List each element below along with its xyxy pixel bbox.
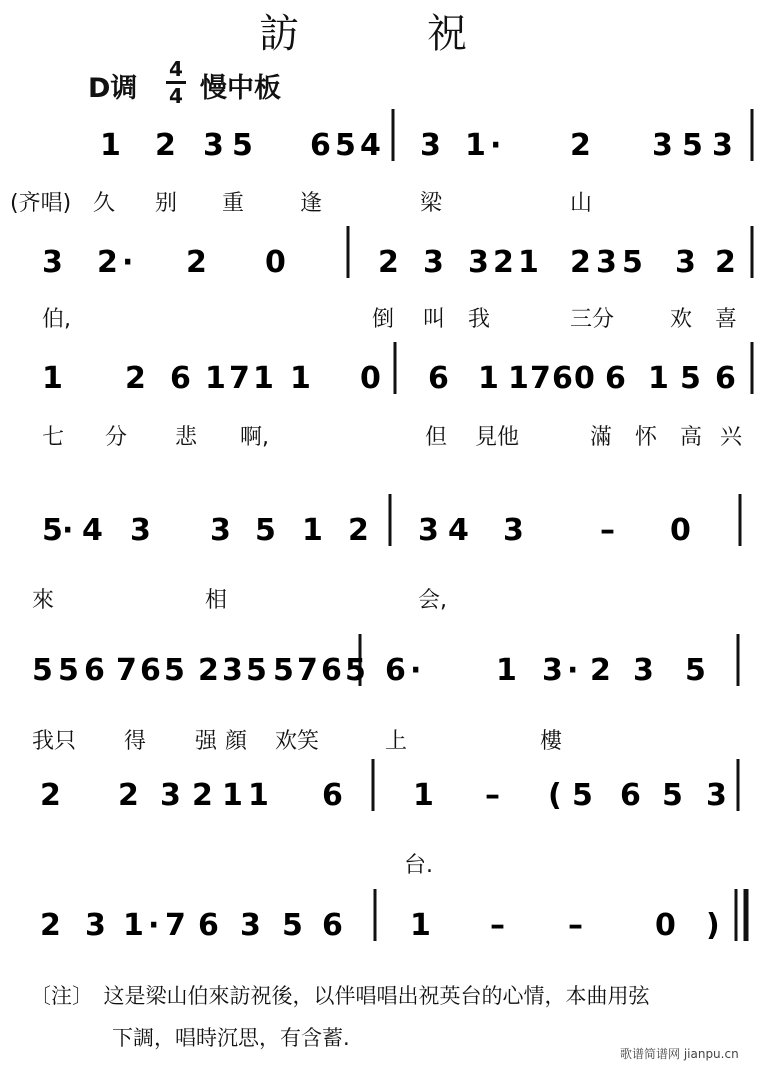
note: 1 bbox=[42, 361, 63, 396]
staff-row-1 bbox=[0, 105, 770, 165]
note: 0 bbox=[360, 361, 381, 396]
note: 2 bbox=[192, 778, 213, 813]
note: 2 bbox=[493, 245, 514, 280]
time-signature-bottom: 4 bbox=[169, 84, 183, 108]
note: – bbox=[490, 908, 505, 943]
lyric: 樓 bbox=[540, 729, 563, 754]
note: · bbox=[567, 653, 579, 688]
note: 3 bbox=[160, 778, 181, 813]
staff-row-2 bbox=[0, 222, 770, 282]
note: 0 bbox=[670, 513, 691, 548]
lyric: 我只 bbox=[32, 729, 77, 754]
note: 6 bbox=[552, 361, 573, 396]
note: 1 bbox=[302, 513, 323, 548]
note: 0 bbox=[574, 361, 595, 396]
lyric: 怀 bbox=[635, 425, 658, 450]
lyric: 來 bbox=[32, 588, 55, 613]
note: 5 bbox=[246, 653, 267, 688]
note: 2 bbox=[378, 245, 399, 280]
note: 5 bbox=[345, 653, 366, 688]
lyric: 悲 bbox=[175, 425, 198, 450]
note: 5 bbox=[232, 128, 253, 163]
note: 3 bbox=[468, 245, 489, 280]
note: 3 bbox=[420, 128, 441, 163]
lyric: 逢 bbox=[300, 191, 323, 216]
note: 2 bbox=[118, 778, 139, 813]
note: 1 bbox=[290, 361, 311, 396]
song-title: 訪 祝 bbox=[259, 11, 511, 57]
lyric: 欢笑 bbox=[275, 729, 320, 754]
note: 5 bbox=[255, 513, 276, 548]
lyric: 兴 bbox=[720, 425, 743, 450]
note: 6 bbox=[605, 361, 626, 396]
note: 1 bbox=[100, 128, 121, 163]
note: 2 bbox=[40, 778, 61, 813]
note: 4 bbox=[448, 513, 469, 548]
note: 2 bbox=[155, 128, 176, 163]
note: 3 bbox=[633, 653, 654, 688]
note: 3 bbox=[706, 778, 727, 813]
note: 0 bbox=[265, 245, 286, 280]
note: 2 bbox=[570, 245, 591, 280]
note: 3 bbox=[130, 513, 151, 548]
note: 1 bbox=[248, 778, 269, 813]
lyric: 伯, bbox=[42, 307, 71, 332]
note: 2 bbox=[198, 653, 219, 688]
lyric: 久 bbox=[93, 191, 116, 216]
note: 1 bbox=[123, 908, 144, 943]
note: 7 bbox=[297, 653, 318, 688]
lyric: 梁 bbox=[420, 191, 443, 216]
note: 3 bbox=[222, 653, 243, 688]
footnote-line-1: 〔注〕 这是梁山伯來訪祝後，以伴唱唱出祝英台的心情，本曲用弦 bbox=[30, 984, 650, 1008]
note: 1 bbox=[413, 778, 434, 813]
note: 2 bbox=[715, 245, 736, 280]
note: 3 bbox=[418, 513, 439, 548]
note: 6 bbox=[385, 653, 406, 688]
note: 5 bbox=[42, 513, 63, 548]
note: 0 bbox=[655, 908, 676, 943]
note: 6 bbox=[428, 361, 449, 396]
staff-row-3 bbox=[0, 338, 770, 398]
note: 1 bbox=[648, 361, 669, 396]
note: ) bbox=[706, 908, 720, 943]
key-signature: D调 bbox=[88, 73, 138, 104]
lyric: 啊, bbox=[240, 425, 269, 450]
note: 5 bbox=[335, 128, 356, 163]
lyric: 倒 bbox=[372, 307, 395, 332]
note: 2 bbox=[348, 513, 369, 548]
lyric: 相 bbox=[205, 588, 228, 613]
note: · bbox=[62, 513, 74, 548]
note: 5 bbox=[662, 778, 683, 813]
note: 1 bbox=[410, 908, 431, 943]
note: 6 bbox=[715, 361, 736, 396]
lyric: 上 bbox=[385, 729, 408, 754]
note: 1 bbox=[478, 361, 499, 396]
note: 3 bbox=[210, 513, 231, 548]
lyric: 顔 bbox=[225, 729, 248, 754]
staff-row-4 bbox=[0, 490, 770, 550]
time-signature-top: 4 bbox=[169, 57, 183, 81]
note: · bbox=[148, 908, 160, 943]
note: 5 bbox=[273, 653, 294, 688]
lyric: 但 bbox=[425, 425, 448, 450]
note: 2 bbox=[40, 908, 61, 943]
note: · bbox=[490, 128, 502, 163]
note: 3 bbox=[712, 128, 733, 163]
note: 2 bbox=[590, 653, 611, 688]
note: · bbox=[410, 653, 422, 688]
lyric: 山 bbox=[570, 191, 593, 216]
note: 6 bbox=[620, 778, 641, 813]
note: 1 bbox=[205, 361, 226, 396]
note: 6 bbox=[310, 128, 331, 163]
note: 1 bbox=[465, 128, 486, 163]
lyric: 高 bbox=[680, 425, 703, 450]
note: 2 bbox=[186, 245, 207, 280]
note: 2 bbox=[125, 361, 146, 396]
lyric: 会, bbox=[418, 588, 447, 613]
lyric: 欢 bbox=[670, 307, 693, 332]
note: 1 bbox=[518, 245, 539, 280]
lyric: (齐唱) bbox=[10, 191, 72, 216]
lyric: 喜 bbox=[715, 307, 738, 332]
note: 6 bbox=[198, 908, 219, 943]
note: 3 bbox=[542, 653, 563, 688]
note: 7 bbox=[165, 908, 186, 943]
note: 3 bbox=[652, 128, 673, 163]
note: 4 bbox=[82, 513, 103, 548]
staff-row-5 bbox=[0, 630, 770, 690]
note: 2 bbox=[97, 245, 118, 280]
note: 3 bbox=[675, 245, 696, 280]
note: 3 bbox=[203, 128, 224, 163]
note: 1 bbox=[253, 361, 274, 396]
note: 1 bbox=[222, 778, 243, 813]
note: 3 bbox=[85, 908, 106, 943]
lyric: 重 bbox=[222, 191, 245, 216]
note: 6 bbox=[140, 653, 161, 688]
note: 5 bbox=[680, 361, 701, 396]
lyric: 見他 bbox=[475, 425, 520, 450]
note: 6 bbox=[322, 908, 343, 943]
note: 6 bbox=[170, 361, 191, 396]
lyric: 分 bbox=[105, 425, 128, 450]
note: ( bbox=[548, 778, 562, 813]
staff-row-7 bbox=[0, 885, 770, 945]
note: 3 bbox=[42, 245, 63, 280]
note: 5 bbox=[572, 778, 593, 813]
tempo-marking: 慢中板 bbox=[200, 73, 281, 104]
note: 5 bbox=[685, 653, 706, 688]
note: 5 bbox=[622, 245, 643, 280]
note: 1 bbox=[508, 361, 529, 396]
note: 5 bbox=[164, 653, 185, 688]
note: 6 bbox=[322, 778, 343, 813]
note: – bbox=[568, 908, 583, 943]
note: – bbox=[485, 778, 500, 813]
footnote-line-2: 下調，唱時沉思，有含蓄. bbox=[112, 1026, 350, 1050]
time-signature bbox=[166, 58, 186, 107]
note: 5 bbox=[32, 653, 53, 688]
lyric: 七 bbox=[42, 425, 65, 450]
lyric: 叫 bbox=[423, 307, 446, 332]
note: 3 bbox=[503, 513, 524, 548]
lyric: 强 bbox=[195, 729, 218, 754]
lyric: 得 bbox=[124, 729, 147, 754]
note: 5 bbox=[282, 908, 303, 943]
lyric: 台. bbox=[404, 853, 433, 878]
note: 3 bbox=[240, 908, 261, 943]
note: · bbox=[122, 245, 134, 280]
note: 2 bbox=[570, 128, 591, 163]
note: 6 bbox=[321, 653, 342, 688]
note: 5 bbox=[58, 653, 79, 688]
lyric: 滿 bbox=[590, 425, 613, 450]
note: 3 bbox=[423, 245, 444, 280]
lyric: 我 bbox=[468, 307, 491, 332]
watermark: 歌谱简谱网 jianpu.cn bbox=[620, 1047, 739, 1061]
note: 3 bbox=[596, 245, 617, 280]
note: 7 bbox=[116, 653, 137, 688]
note: 4 bbox=[360, 128, 381, 163]
lyric: 三分 bbox=[570, 307, 615, 332]
note: 7 bbox=[530, 361, 551, 396]
note: 6 bbox=[84, 653, 105, 688]
note: 1 bbox=[496, 653, 517, 688]
staff-row-6 bbox=[0, 755, 770, 815]
note: 5 bbox=[682, 128, 703, 163]
lyric: 别 bbox=[155, 191, 178, 216]
note: 7 bbox=[229, 361, 250, 396]
note: – bbox=[600, 513, 615, 548]
